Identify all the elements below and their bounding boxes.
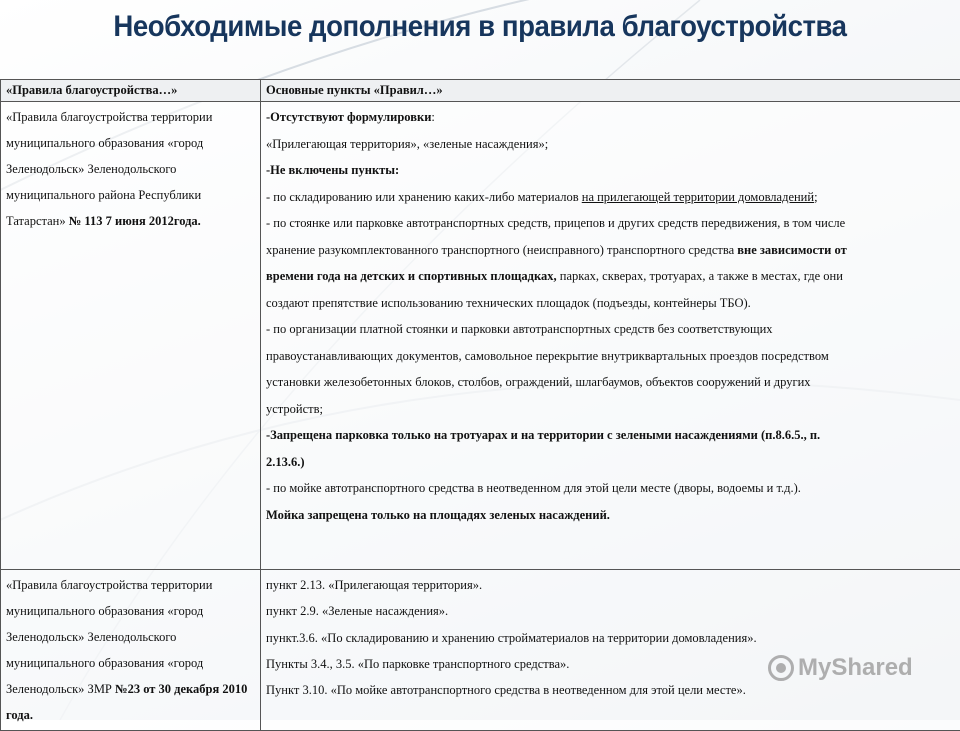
table-row <box>1 570 960 731</box>
point-line <box>266 104 955 131</box>
rules-2010-name: «Правила благоустройства территории муниципального образования «город Зеленодольск» Зеленодольского муниципального образования «город Зеленодольск» ЗМР <box>6 578 212 696</box>
watermark-text: MyShared <box>798 654 913 682</box>
rules-table <box>0 79 960 731</box>
point-line: - по мойке автотранспортного средства в неотведенном для этой цели месте (дворы, водоемы и т.д.). <box>266 475 955 502</box>
table-row <box>1 102 960 570</box>
rules-2012-cell <box>1 102 261 570</box>
slide-title: Необходимые дополнения в правила благоустройства <box>38 10 921 44</box>
rules-2010-number-date: №23 от 30 декабря 2010 года. <box>6 682 247 722</box>
point-line <box>266 237 955 264</box>
point-line: -Запрещена парковка только на тротуарах и на территории с зелеными насаждениями (п.8.6.5., п. <box>266 422 955 449</box>
point-text: ; <box>814 190 817 204</box>
point-line: - по организации платной стоянки и парковки автотранспортных средств без соответствующих <box>266 316 955 343</box>
point-text: парках, скверах, тротуарах, а также в местах, где они <box>557 269 843 283</box>
rules-2012-number-date: № 113 7 июня 2012года. <box>69 214 201 228</box>
watermark <box>768 654 913 682</box>
point-line: устройств; <box>266 396 955 423</box>
rules-2010-cell <box>1 570 261 731</box>
point-underlined: на прилегающей территории домовладений <box>582 190 814 204</box>
point-line: правоустанавливающих документов, самовольное перекрытие внутриквартальных проездов посредством <box>266 343 955 370</box>
point-line: 2.13.6.) <box>266 449 955 476</box>
point-line: Пункты 3.4., 3.5. «По парковке транспортного средства». <box>266 651 955 677</box>
point-line <box>266 263 955 290</box>
point-text: - по складированию или хранению каких-либо материалов <box>266 190 582 204</box>
header-rules-title: «Правила благоустройства…» <box>1 80 261 102</box>
table-header-row <box>1 80 960 102</box>
watermark-logo-icon <box>768 655 794 681</box>
point-text: хранение разукомплектованного транспортного (неисправного) транспортного средства <box>266 243 737 257</box>
point-line: создают препятствие использованию технических площадок (подъезды, контейнеры ТБО). <box>266 290 955 317</box>
point-line: пункт 2.13. «Прилегающая территория». <box>266 572 955 598</box>
rules-2012-points-cell <box>261 102 960 570</box>
point-line: «Прилегающая территория», «зеленые насаждения»; <box>266 131 955 158</box>
point-text: : <box>431 110 434 124</box>
point-line: пункт 2.9. «Зеленые насаждения». <box>266 598 955 624</box>
point-line: установки железобетонных блоков, столбов, ограждений, шлагбаумов, объектов сооружений и других <box>266 369 955 396</box>
point-line: Пункт 3.10. «По мойке автотранспортного средства в неотведенном для этой цели месте». <box>266 677 955 703</box>
point-bold: времени года на детских и спортивных площадках, <box>266 269 557 283</box>
point-bold: -Отсутствуют формулировки <box>266 110 431 124</box>
header-main-points: Основные пункты «Правил…» <box>261 80 960 102</box>
point-line: - по стоянке или парковке автотранспортных средств, прицепов и других средств передвижения, в том числе <box>266 210 955 237</box>
point-line: Мойка запрещена только на площадях зеленых насаждений. <box>266 502 955 529</box>
point-line <box>266 184 955 211</box>
point-bold: вне зависимости от <box>737 243 846 257</box>
rules-2010-points-cell <box>261 570 960 731</box>
point-line: -Не включены пункты: <box>266 157 955 184</box>
rules-2012-name: «Правила благоустройства территории муниципального образования «город Зеленодольск» Зеленодольского муниципального района Республики Татарстан» <box>6 110 212 228</box>
point-line: пункт.3.6. «По складированию и хранению стройматериалов на территории домовладения». <box>266 625 955 651</box>
